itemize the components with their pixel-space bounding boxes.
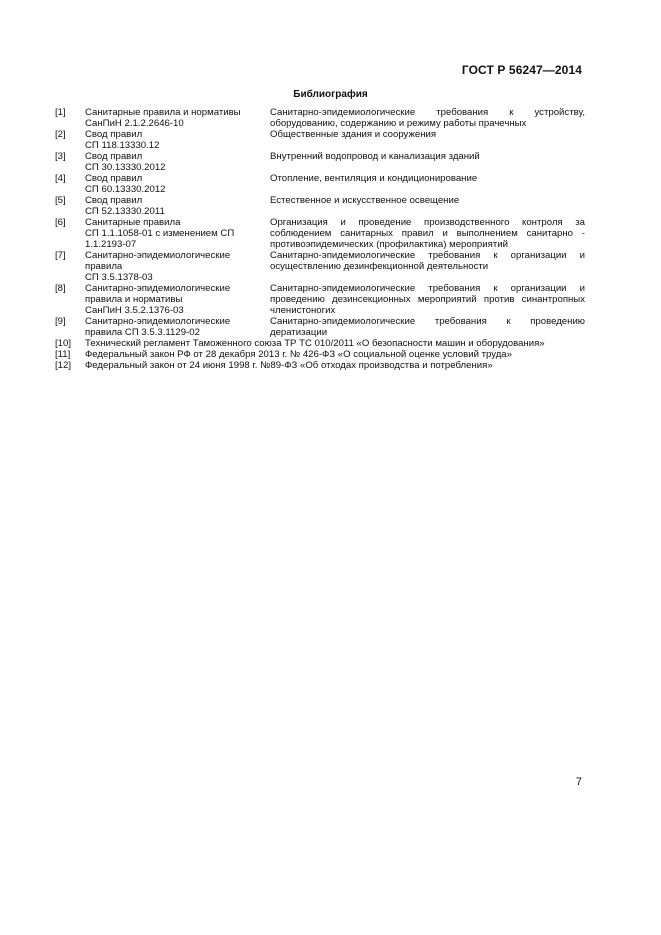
entry-number: [9] bbox=[55, 316, 66, 327]
description-line: Санитарно-эпидемиологические требования к организации и bbox=[270, 250, 585, 261]
description-line: Организация и проведение производственного контроля за bbox=[270, 217, 585, 228]
entry-number: [10] bbox=[55, 338, 72, 349]
bibliography-entry bbox=[55, 107, 585, 129]
bibliography-entry bbox=[55, 173, 585, 195]
bibliography-title: Библиография bbox=[293, 89, 368, 100]
description-line: Отопление, вентиляция и кондиционирование bbox=[270, 173, 478, 184]
entry-source bbox=[85, 195, 270, 217]
description-line: Внутренний водопровод и канализация зданий bbox=[270, 151, 480, 162]
entry-number: [12] bbox=[55, 360, 72, 371]
entry-number: [11] bbox=[55, 349, 71, 360]
entry-number: [2] bbox=[55, 129, 66, 140]
source-line: СанПиН 3.5.2.1376-03 bbox=[85, 305, 184, 316]
entry-number: [5] bbox=[55, 195, 66, 206]
entry-description bbox=[270, 283, 585, 316]
source-line: Санитарные правила bbox=[85, 217, 181, 228]
description-line: осуществлению дезинфекционной деятельности bbox=[270, 261, 489, 272]
description-line: Санитарно-эпидемиологические требования к проведению bbox=[270, 316, 585, 327]
description-line: Естественное и искусственное освещение bbox=[270, 195, 460, 206]
source-line: СП 52.13330.2011 bbox=[85, 206, 165, 217]
source-line: СП 1.1.1058-01 с изменением СП bbox=[85, 228, 235, 239]
entry-description bbox=[270, 107, 585, 129]
source-line: правила bbox=[85, 261, 123, 272]
entry-number: [8] bbox=[55, 283, 66, 294]
source-line: 1.1.2193-07 bbox=[85, 239, 137, 250]
entry-number: [6] bbox=[55, 217, 66, 228]
source-line: Свод правил bbox=[85, 195, 143, 206]
source-line: Санитарные правила и нормативы bbox=[85, 107, 241, 118]
entry-text: Технический регламент Таможенного союза ТР ТС 010/2011 «О безопасности машин и оборудования» bbox=[85, 338, 545, 349]
entry-description bbox=[270, 250, 585, 283]
entry-number: [3] bbox=[55, 151, 66, 162]
bibliography-entry bbox=[55, 151, 585, 173]
standard-number: ГОСТ Р 56247—2014 bbox=[461, 63, 582, 77]
source-line: Санитарно-эпидемиологические bbox=[85, 316, 231, 327]
description-line: членистоногих bbox=[270, 305, 336, 316]
description-line: оборудованию, содержанию и режиму работы прачечных bbox=[270, 118, 527, 129]
entry-source bbox=[85, 316, 270, 338]
entry-text: Федеральный закон от 24 июня 1998 г. №89-ФЗ «Об отходах производства и потребления» bbox=[85, 360, 493, 371]
source-line: правила СП 3.5.3.1129-02 bbox=[85, 327, 200, 338]
bibliography-entry bbox=[55, 283, 585, 316]
description-line: проведению дезинсекционных мероприятий против синантропных bbox=[270, 294, 585, 305]
entry-number: [1] bbox=[55, 107, 66, 118]
source-line: Свод правил bbox=[85, 173, 143, 184]
description-line: дератизации bbox=[270, 327, 328, 338]
description-line: Санитарно-эпидемиологические требования к устройству, bbox=[270, 107, 585, 118]
entry-number: [4] bbox=[55, 173, 66, 184]
description-line: противоэпидемических (профилактика) мероприятий bbox=[270, 239, 508, 250]
entry-description bbox=[270, 316, 585, 338]
bibliography-entry bbox=[55, 195, 585, 217]
source-line: Свод правил bbox=[85, 151, 143, 162]
description-line: Санитарно-эпидемиологические требования к организации и bbox=[270, 283, 585, 294]
entry-source bbox=[85, 129, 270, 151]
entry-source bbox=[85, 217, 270, 250]
entry-description bbox=[270, 173, 585, 195]
source-line: СП 118.13330.12 bbox=[85, 140, 160, 151]
source-line: Свод правил bbox=[85, 129, 143, 140]
entry-source bbox=[85, 107, 270, 129]
entry-number: [7] bbox=[55, 250, 66, 261]
entry-source bbox=[85, 250, 270, 283]
description-line: соблюдением санитарных правил и выполнением санитарно - bbox=[270, 228, 585, 239]
source-line: СП 3.5.1378-03 bbox=[85, 272, 153, 283]
source-line: СанПиН 2.1.2.2646-10 bbox=[85, 118, 184, 129]
source-line: правила и нормативы bbox=[85, 294, 183, 305]
bibliography-entry bbox=[55, 129, 585, 151]
source-line: СП 30.13330.2012 bbox=[85, 162, 166, 173]
entry-text: Федеральный закон РФ от 28 декабря 2013 г. № 426-ФЗ «О социальной оценке условий труда» bbox=[85, 349, 512, 360]
description-line: Общественные здания и сооружения bbox=[270, 129, 437, 140]
entry-description bbox=[270, 129, 585, 151]
entry-source bbox=[85, 283, 270, 316]
entry-source bbox=[85, 173, 270, 195]
bibliography-entry bbox=[55, 338, 585, 349]
bibliography-entry bbox=[55, 217, 585, 250]
source-line: СП 60.13330.2012 bbox=[85, 184, 166, 195]
bibliography-entry bbox=[55, 316, 585, 338]
entry-description bbox=[270, 217, 585, 250]
bibliography-list bbox=[55, 107, 585, 371]
page-number: 7 bbox=[575, 776, 582, 788]
bibliography-entry bbox=[55, 349, 585, 360]
source-line: Санитарно-эпидемиологические bbox=[85, 283, 231, 294]
entry-description bbox=[270, 151, 585, 173]
bibliography-entry bbox=[55, 250, 585, 283]
bibliography-entry bbox=[55, 360, 585, 371]
entry-source bbox=[85, 151, 270, 173]
entry-description bbox=[270, 195, 585, 217]
source-line: Санитарно-эпидемиологические bbox=[85, 250, 231, 261]
